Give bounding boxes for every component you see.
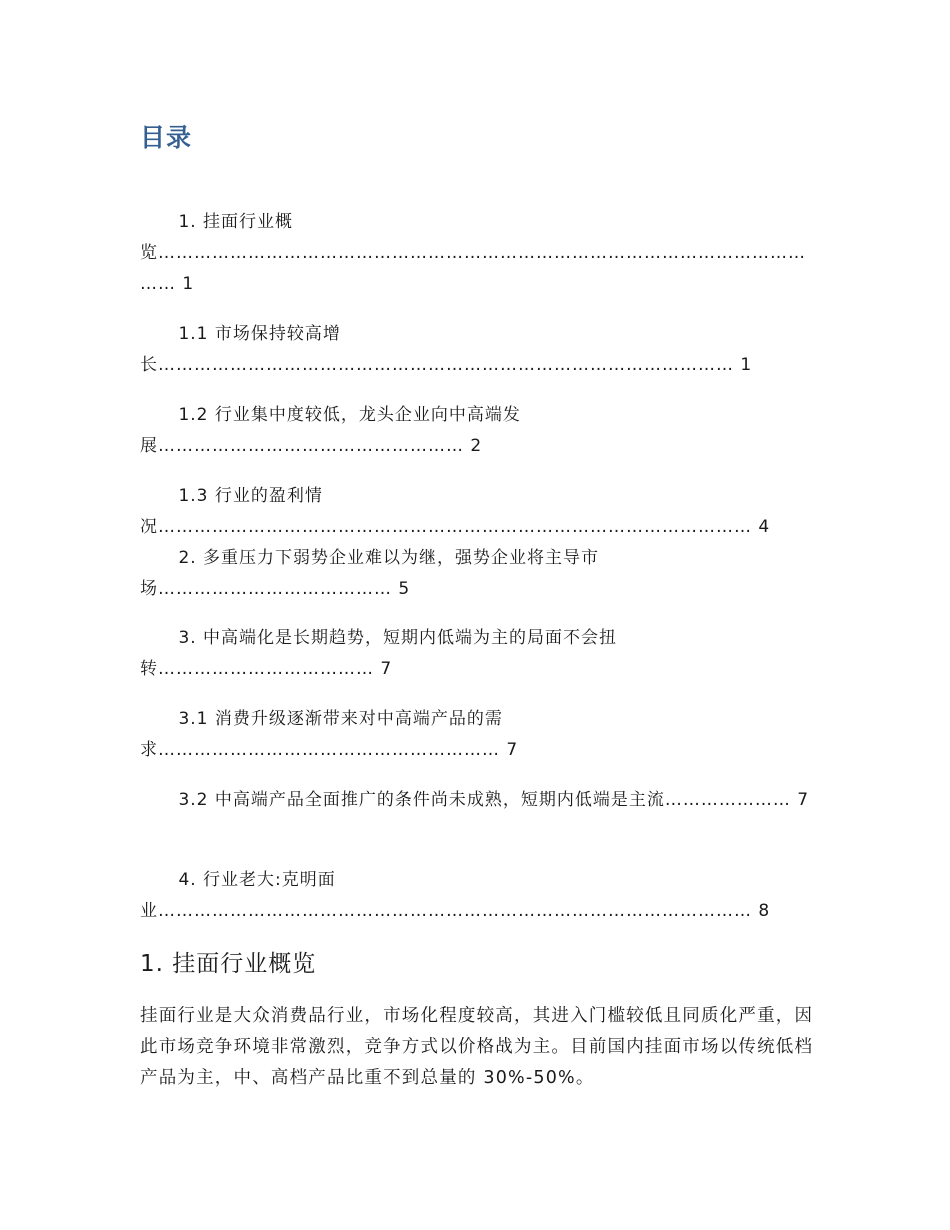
toc-entry-page: 8 [758, 901, 771, 921]
toc-entry-label: 3.2 中高端产品全面推广的条件尚未成熟，短期内低端是主流 [178, 790, 665, 810]
toc-entry-leader: ………………… [664, 790, 791, 810]
body-paragraph: 挂面行业是大众消费品行业，市场化程度较高，其进入门槛较低且同质化严重，因此市场竞争环境非常激烈，竞争方式以价格战为主。目前国内挂面市场以传统低档产品为主，中、高档产品比重不到总量的 30%-50%。 [140, 1006, 814, 1088]
toc-entry-page: 4 [758, 517, 771, 537]
toc-entry-page: 1 [740, 355, 753, 375]
toc-entry-label: 1.2 行业集中度较低，龙头企业向中高端发展 [140, 405, 521, 456]
toc-entry-label: 1. 挂面行业概览 [140, 212, 294, 263]
toc-entry-label: 4. 行业老大:克明面业 [140, 870, 336, 921]
toc-entry-page: 7 [797, 790, 810, 810]
toc-title: 目录 [140, 123, 193, 152]
toc-entry-page: 2 [470, 436, 483, 456]
toc-entry-leader: ……………………………………………………………………………………… [158, 901, 752, 921]
toc-entry-leader: ………………………………… [158, 579, 392, 599]
toc-entry-label: 1.1 市场保持较高增长 [140, 324, 341, 375]
toc-entry-leader: …………………………………………… [158, 436, 464, 456]
toc-entry-page: 1 [182, 274, 195, 294]
toc-entry-leader: …………………………………………………………………………………… [158, 355, 734, 375]
toc-entry-label: 3. 中高端化是长期趋势，短期内低端为主的局面不会扭转 [140, 628, 618, 679]
toc-entry-leader: ……………………………………………………………………………………… [158, 517, 752, 537]
section-heading: 1. 挂面行业概览 [140, 951, 317, 977]
toc-entry-leader: ………………………………………………… [158, 740, 500, 760]
toc-entry-label: 2. 多重压力下弱势企业难以为继，强势企业将主导市场 [140, 548, 600, 599]
toc-entry-leader: …………………………………………………………………………………………………… [140, 243, 806, 294]
toc-entry-page: 7 [506, 740, 519, 760]
toc-entry-page: 7 [380, 659, 393, 679]
toc-entry-leader: ……………………………… [158, 659, 374, 679]
toc-entry-label: 1.3 行业的盈利情况 [140, 486, 323, 537]
toc-entry-page: 5 [398, 579, 411, 599]
toc-entry-4[interactable] [140, 834, 810, 958]
toc-entry-label: 3.1 消费升级逐渐带来对中高端产品的需求 [140, 709, 503, 760]
